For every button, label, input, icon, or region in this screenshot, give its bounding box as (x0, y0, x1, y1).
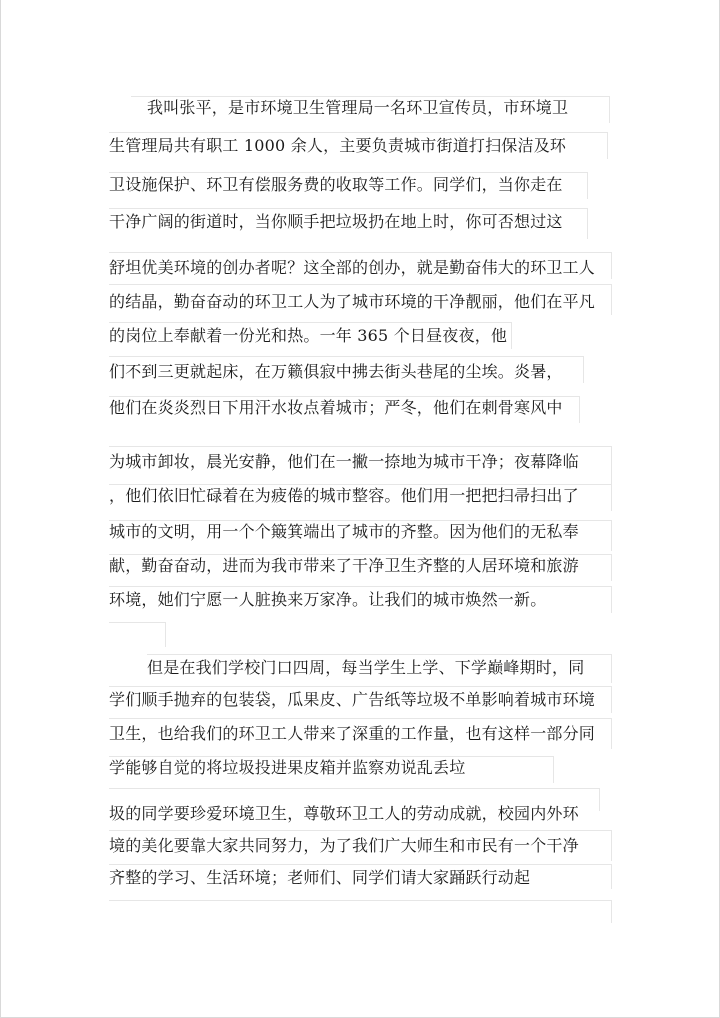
line-box (109, 900, 612, 923)
paragraph-2-line-3: 卫生，也给我们的环卫工人带来了深重的工作量，也有这样一部分同 (109, 724, 596, 743)
paragraph-1-line-10: 为城市卸妆，晨光安静，他们在一撇一捺地为城市干净；夜幕降临 (109, 452, 579, 471)
paragraph-2-line-2: 学们顺手抛弃的包装袋，瓜果皮、广告纸等垃圾不单影响着城市环境 (109, 690, 596, 709)
paragraph-1-line-13: 献，勤奋奋动，进而为我市带来了干净卫生齐整的人居环境和旅游 (109, 556, 579, 575)
paragraph-2-line-6: 境的美化要靠大家共同努力，为了我们广大师生和市民有一个干净 (109, 836, 579, 855)
paragraph-1-line-5: 舒坦优美环境的创办者呢？这全部的创办，就是勤奋伟大的环卫工人 (109, 258, 596, 277)
paragraph-1-line-7: 的岗位上奉献着一份光和热。一年 365 个日昼夜夜，他 (109, 326, 508, 345)
paragraph-1-line-11: ，他们依旧忙碌着在为疲倦的城市整容。他们用一把把扫帚扫出了 (109, 486, 579, 505)
paragraph-2-line-5: 圾的同学要珍爱环境卫生，尊敬环卫工人的劳动成就，校园内外环 (109, 804, 579, 823)
paragraph-2-line-1: 但是在我们学校门口四周，每当学生上学、下学巅峰期时，同 (147, 658, 585, 677)
paragraph-2-line-7: 齐整的学习、生活环境；老师们、同学们请大家踊跃行动起 (109, 868, 531, 887)
paragraph-1-line-9: 他们在炎炎烈日下用汗水妆点着城市；严冬，他们在刺骨寒风中 (109, 398, 563, 417)
paragraph-1-line-2: 生管理局共有职工 1000 余人，主要负责城市街道打扫保洁及环 (109, 136, 567, 155)
paragraph-1-line-8: 们不到三更就起床，在万籁俱寂中拂去街头巷尾的尘埃。炎暑， (109, 362, 563, 381)
paragraph-1-line-12: 城市的文明，用一个个簸箕端出了城市的齐整。因为他们的无私奉 (109, 522, 579, 541)
paragraph-1-line-6: 的结晶，勤奋奋动的环卫工人为了城市环境的干净靓丽，他们在平凡 (109, 292, 596, 311)
paragraph-1-line-4: 干净广阔的街道时，当你顺手把垃圾扔在地上时，你可否想过这 (109, 212, 563, 231)
paragraph-1-line-3: 卫设施保护、环卫有偿服务费的收取等工作。同学们，当你走在 (109, 175, 563, 194)
line-box (109, 622, 166, 647)
paragraph-1-line-1: 我叫张平，是市环境卫生管理局一名环卫宣传员，市环境卫 (147, 98, 569, 117)
paragraph-1-line-14: 环境，她们宁愿一人脏换来万家净。让我们的城市焕然一新。 (109, 590, 547, 609)
paragraph-2-line-4: 学能够自觉的将垃圾投进果皮箱并监察劝说乱丢垃 (109, 758, 466, 777)
